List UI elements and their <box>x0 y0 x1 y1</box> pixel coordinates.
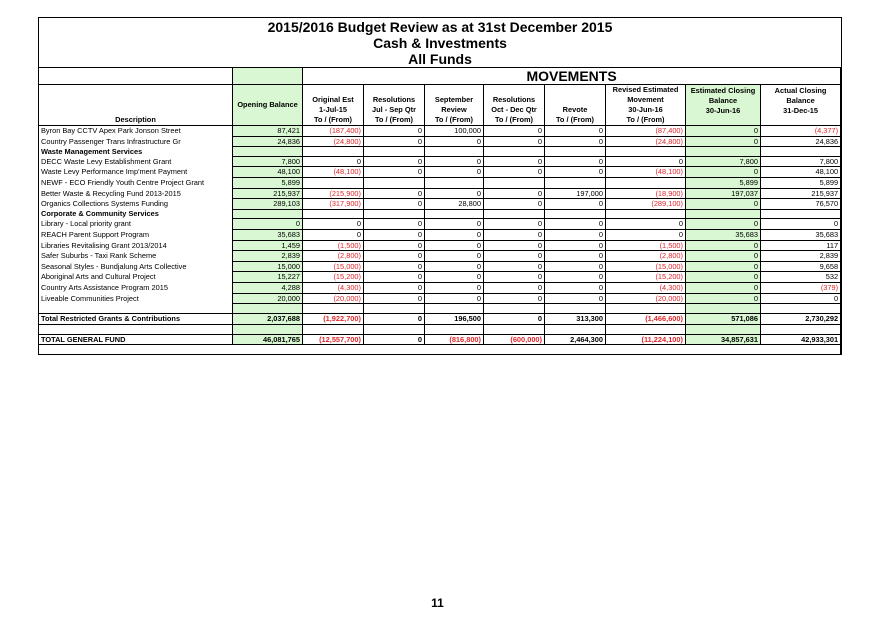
row-description: Country Arts Assistance Program 2015 <box>39 282 233 293</box>
page-number: 11 <box>431 596 444 610</box>
value-cell: 0 <box>484 240 545 251</box>
value-cell: 0 <box>364 293 425 304</box>
table-row <box>39 282 841 293</box>
value-cell: 0 <box>364 251 425 262</box>
value-cell: 0 <box>364 261 425 272</box>
value-cell: 0 <box>545 240 606 251</box>
value-cell: 100,000 <box>425 126 484 137</box>
value-cell <box>233 209 303 219</box>
value-cell: 0 <box>545 251 606 262</box>
report-title: 2015/2016 Budget Review as at 31st December 2015 <box>267 19 613 35</box>
value-cell: 197,037 <box>686 188 761 199</box>
report-subtitle: Cash & Investments <box>373 35 507 51</box>
value-cell: 0 <box>545 156 606 167</box>
row-description: Country Passenger Trans Infrastructure Gr <box>39 136 233 147</box>
value-cell: (18,900) <box>606 188 686 199</box>
value-cell: 0 <box>606 219 686 230</box>
col-header-est-closing: Estimated Closing Balance 30-Jun-16 <box>686 85 761 126</box>
value-cell: (11,224,100) <box>606 334 686 345</box>
table-row <box>39 209 841 219</box>
value-cell <box>484 177 545 188</box>
bottom-spacer-row <box>39 345 841 355</box>
report-fund-scope: All Funds <box>408 51 472 67</box>
value-cell: 0 <box>484 156 545 167</box>
value-cell: 0 <box>686 251 761 262</box>
col-header-opening: Opening Balance <box>233 85 303 126</box>
value-cell: 0 <box>545 219 606 230</box>
value-cell <box>364 147 425 157</box>
value-cell: 35,683 <box>233 229 303 240</box>
value-cell: 42,933,301 <box>761 334 841 345</box>
budget-table <box>38 67 841 355</box>
value-cell: 5,899 <box>761 177 841 188</box>
value-cell: 4,288 <box>233 282 303 293</box>
value-cell: 0 <box>686 167 761 178</box>
totals <box>39 304 841 355</box>
value-cell: 0 <box>425 229 484 240</box>
value-cell: 0 <box>545 199 606 210</box>
table-row <box>39 147 841 157</box>
value-cell: 0 <box>425 240 484 251</box>
value-cell <box>606 147 686 157</box>
value-cell: (1,500) <box>303 240 364 251</box>
value-cell: 20,000 <box>233 293 303 304</box>
value-cell: 7,800 <box>233 156 303 167</box>
value-cell: 15,227 <box>233 272 303 283</box>
value-cell <box>686 147 761 157</box>
value-cell: 0 <box>606 229 686 240</box>
value-cell: (4,300) <box>303 282 364 293</box>
total-general-label: TOTAL GENERAL FUND <box>39 334 233 345</box>
value-cell <box>545 177 606 188</box>
value-cell <box>425 209 484 219</box>
row-description: REACH Parent Support Program <box>39 229 233 240</box>
value-cell: 2,464,300 <box>545 334 606 345</box>
value-cell: 48,100 <box>233 167 303 178</box>
value-cell: 0 <box>484 251 545 262</box>
row-description: Byron Bay CCTV Apex Park Jonson Street <box>39 126 233 137</box>
row-description: Organics Collections Systems Funding <box>39 199 233 210</box>
value-cell: 0 <box>303 219 364 230</box>
table-row <box>39 188 841 199</box>
value-cell: 0 <box>303 156 364 167</box>
value-cell: 0 <box>484 293 545 304</box>
value-cell: 0 <box>545 229 606 240</box>
value-cell <box>425 177 484 188</box>
table-row <box>39 272 841 283</box>
total-general-row <box>39 334 841 345</box>
value-cell: 0 <box>364 126 425 137</box>
value-cell <box>686 209 761 219</box>
value-cell: 9,658 <box>761 261 841 272</box>
table-row <box>39 293 841 304</box>
value-cell: 0 <box>425 156 484 167</box>
movements-heading: MOVEMENTS <box>303 68 841 85</box>
value-cell: 2,037,688 <box>233 314 303 325</box>
value-cell: 0 <box>545 293 606 304</box>
value-cell: (48,100) <box>606 167 686 178</box>
value-cell: 0 <box>425 188 484 199</box>
col-header-res-jul: Resolutions Jul - Sep Qtr To / (From) <box>364 85 425 126</box>
value-cell: 0 <box>545 261 606 272</box>
value-cell: 117 <box>761 240 841 251</box>
value-cell: 87,421 <box>233 126 303 137</box>
row-description: Waste Levy Performance Imp'ment Payment <box>39 167 233 178</box>
table-row <box>39 240 841 251</box>
table-row <box>39 199 841 210</box>
value-cell: 2,839 <box>233 251 303 262</box>
col-header-actual-closing: Actual Closing Balance 31-Dec-15 <box>761 85 841 126</box>
row-description: Libraries Revitalising Grant 2013/2014 <box>39 240 233 251</box>
value-cell: 7,800 <box>686 156 761 167</box>
value-cell: (15,000) <box>303 261 364 272</box>
value-cell: (15,200) <box>606 272 686 283</box>
value-cell: (4,377) <box>761 126 841 137</box>
row-description: Corporate & Community Services <box>39 209 233 219</box>
total-restricted-row <box>39 314 841 325</box>
value-cell: 313,300 <box>545 314 606 325</box>
total-restricted-label: Total Restricted Grants & Contributions <box>39 314 233 325</box>
value-cell: 0 <box>364 282 425 293</box>
table-row <box>39 177 841 188</box>
value-cell: (1,922,700) <box>303 314 364 325</box>
value-cell: 0 <box>425 167 484 178</box>
value-cell: 0 <box>425 219 484 230</box>
row-description: Seasonal Styles - Bundjalung Arts Collective <box>39 261 233 272</box>
value-cell: 215,937 <box>233 188 303 199</box>
value-cell: (87,400) <box>606 126 686 137</box>
value-cell: 5,899 <box>686 177 761 188</box>
value-cell: 0 <box>364 229 425 240</box>
row-description: Liveable Communities Project <box>39 293 233 304</box>
value-cell: 0 <box>761 219 841 230</box>
value-cell: 0 <box>364 199 425 210</box>
table-row <box>39 126 841 137</box>
value-cell: 0 <box>484 314 545 325</box>
row-description: Library - Local priority grant <box>39 219 233 230</box>
value-cell <box>606 209 686 219</box>
value-cell: 0 <box>364 272 425 283</box>
spacer-row <box>39 324 841 334</box>
value-cell <box>484 209 545 219</box>
value-cell: 289,103 <box>233 199 303 210</box>
row-description: DECC Waste Levy Establishment Grant <box>39 156 233 167</box>
spacer-row <box>39 304 841 314</box>
value-cell: 197,000 <box>545 188 606 199</box>
value-cell: 0 <box>484 167 545 178</box>
data-rows <box>39 126 841 304</box>
value-cell: 76,570 <box>761 199 841 210</box>
value-cell: 0 <box>545 126 606 137</box>
value-cell: 0 <box>425 136 484 147</box>
value-cell: (2,800) <box>606 251 686 262</box>
value-cell: (379) <box>761 282 841 293</box>
value-cell: 0 <box>686 199 761 210</box>
value-cell: 0 <box>686 261 761 272</box>
value-cell: 7,800 <box>761 156 841 167</box>
col-header-revised: Revised Estimated Movement 30-Jun-16 To / (From) <box>606 85 686 126</box>
value-cell: (187,400) <box>303 126 364 137</box>
value-cell: 196,500 <box>425 314 484 325</box>
value-cell: (600,000) <box>484 334 545 345</box>
table-row <box>39 229 841 240</box>
value-cell: 0 <box>484 282 545 293</box>
col-header-original: Original Est 1-Jul-15 To / (From) <box>303 85 364 126</box>
value-cell: 0 <box>686 126 761 137</box>
value-cell: (816,800) <box>425 334 484 345</box>
value-cell: 0 <box>686 293 761 304</box>
value-cell: 46,081,765 <box>233 334 303 345</box>
table-row <box>39 219 841 230</box>
value-cell: (289,100) <box>606 199 686 210</box>
value-cell: 0 <box>233 219 303 230</box>
value-cell: (1,466,600) <box>606 314 686 325</box>
row-description: Safer Suburbs - Taxi Rank Scheme <box>39 251 233 262</box>
value-cell: (12,557,700) <box>303 334 364 345</box>
table-row <box>39 261 841 272</box>
value-cell: (2,800) <box>303 251 364 262</box>
value-cell: 15,000 <box>233 261 303 272</box>
table-row <box>39 251 841 262</box>
value-cell: 0 <box>686 240 761 251</box>
value-cell <box>233 147 303 157</box>
value-cell: 0 <box>484 199 545 210</box>
value-cell: 2,730,292 <box>761 314 841 325</box>
value-cell <box>364 209 425 219</box>
value-cell: 5,899 <box>233 177 303 188</box>
row-description: Waste Management Services <box>39 147 233 157</box>
col-header-revote: Revote To / (From) <box>545 85 606 126</box>
column-header-row <box>39 85 841 126</box>
value-cell <box>425 147 484 157</box>
value-cell: 0 <box>425 272 484 283</box>
value-cell: 0 <box>425 261 484 272</box>
row-description: NEWF - ECO Friendly Youth Centre Project Grant <box>39 177 233 188</box>
value-cell <box>364 177 425 188</box>
col-header-res-oct: Resolutions Oct - Dec Qtr To / (From) <box>484 85 545 126</box>
value-cell: (20,000) <box>606 293 686 304</box>
value-cell <box>303 209 364 219</box>
value-cell: 0 <box>484 136 545 147</box>
value-cell: (1,500) <box>606 240 686 251</box>
value-cell: 24,836 <box>233 136 303 147</box>
value-cell: 0 <box>484 229 545 240</box>
value-cell: 0 <box>425 251 484 262</box>
value-cell: 0 <box>484 272 545 283</box>
budget-sheet <box>38 17 842 355</box>
value-cell: (20,000) <box>303 293 364 304</box>
movements-band-row <box>39 68 841 85</box>
value-cell: 0 <box>364 156 425 167</box>
value-cell: 0 <box>606 156 686 167</box>
value-cell: 215,937 <box>761 188 841 199</box>
value-cell: (48,100) <box>303 167 364 178</box>
value-cell: (317,900) <box>303 199 364 210</box>
value-cell: 0 <box>364 240 425 251</box>
value-cell: 0 <box>686 272 761 283</box>
value-cell: 0 <box>545 272 606 283</box>
value-cell: 0 <box>686 219 761 230</box>
row-description: Better Waste & Recycling Fund 2013-2015 <box>39 188 233 199</box>
value-cell: 0 <box>761 293 841 304</box>
value-cell: 0 <box>484 126 545 137</box>
value-cell: 24,836 <box>761 136 841 147</box>
value-cell: 532 <box>761 272 841 283</box>
value-cell: 0 <box>364 188 425 199</box>
value-cell <box>761 209 841 219</box>
value-cell: (15,000) <box>606 261 686 272</box>
value-cell: 0 <box>484 261 545 272</box>
value-cell: 0 <box>484 219 545 230</box>
value-cell <box>761 147 841 157</box>
value-cell: 35,683 <box>686 229 761 240</box>
value-cell: (15,200) <box>303 272 364 283</box>
value-cell <box>303 177 364 188</box>
value-cell: 1,459 <box>233 240 303 251</box>
value-cell: 35,683 <box>761 229 841 240</box>
value-cell: 2,839 <box>761 251 841 262</box>
value-cell <box>545 209 606 219</box>
value-cell: 0 <box>545 167 606 178</box>
value-cell: 0 <box>686 282 761 293</box>
value-cell: (24,800) <box>303 136 364 147</box>
value-cell: 0 <box>364 136 425 147</box>
value-cell: 0 <box>484 188 545 199</box>
value-cell <box>545 147 606 157</box>
value-cell: (4,300) <box>606 282 686 293</box>
value-cell: (24,800) <box>606 136 686 147</box>
value-cell: 0 <box>364 167 425 178</box>
value-cell: 571,086 <box>686 314 761 325</box>
value-cell <box>606 177 686 188</box>
value-cell: (215,900) <box>303 188 364 199</box>
value-cell: 0 <box>364 219 425 230</box>
table-row <box>39 167 841 178</box>
value-cell: 0 <box>364 334 425 345</box>
value-cell: 0 <box>425 293 484 304</box>
col-header-sept: September Review To / (From) <box>425 85 484 126</box>
value-cell: 34,857,631 <box>686 334 761 345</box>
table-row <box>39 136 841 147</box>
value-cell: 0 <box>545 136 606 147</box>
col-header-description: Description <box>39 85 233 126</box>
row-description: Aboriginal Arts and Cultural Project <box>39 272 233 283</box>
value-cell <box>484 147 545 157</box>
table-row <box>39 156 841 167</box>
value-cell: 0 <box>686 136 761 147</box>
value-cell: 28,800 <box>425 199 484 210</box>
value-cell: 0 <box>303 229 364 240</box>
value-cell: 0 <box>425 282 484 293</box>
value-cell: 0 <box>364 314 425 325</box>
value-cell <box>303 147 364 157</box>
value-cell: 48,100 <box>761 167 841 178</box>
value-cell: 0 <box>545 282 606 293</box>
